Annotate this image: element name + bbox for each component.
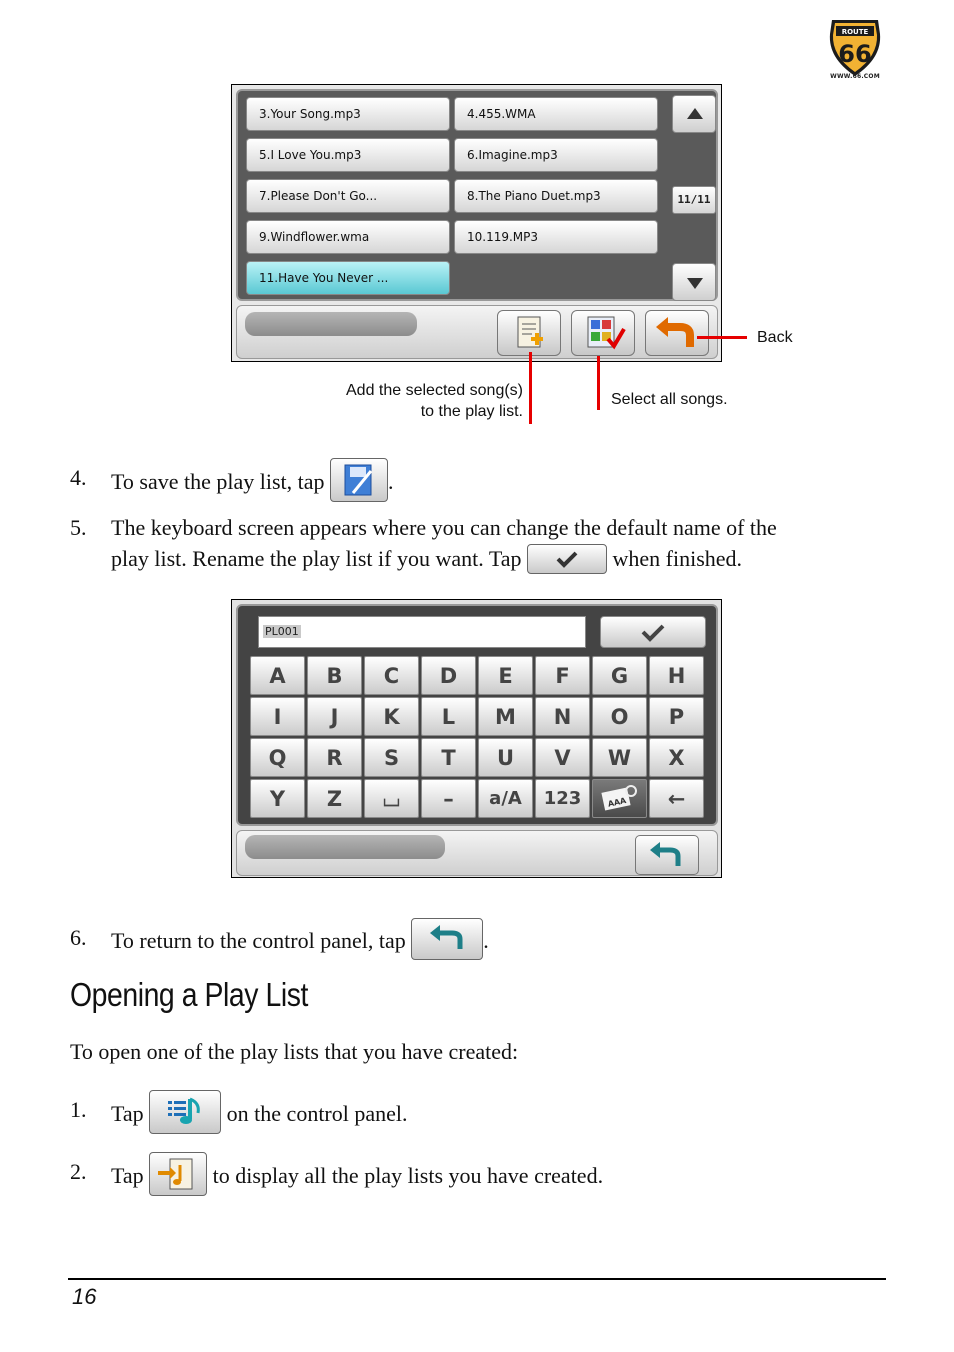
step-text: The keyboard screen appears where you can change the default name of the play list. Rename the play list if you want. Tap when finished. (111, 512, 777, 576)
back-button[interactable] (635, 835, 699, 875)
key[interactable]: A (250, 656, 305, 695)
key[interactable]: 123 (535, 779, 590, 818)
page-number: 16 (72, 1284, 97, 1309)
song-item[interactable]: 9.Windflower.wma (246, 220, 450, 254)
step-text: To return to the control panel, tap . (111, 922, 489, 964)
key[interactable]: – (421, 779, 476, 818)
key[interactable]: C (364, 656, 419, 695)
song-item[interactable]: 3.Your Song.mp3 (246, 97, 450, 131)
playlist-name-input[interactable] (258, 616, 586, 648)
key[interactable]: X (649, 738, 704, 777)
add-to-playlist-button[interactable] (497, 310, 561, 356)
footer-rule (68, 1278, 886, 1280)
song-item[interactable]: 8.The Piano Duet.mp3 (454, 179, 658, 213)
key[interactable]: N (535, 697, 590, 736)
svg-text:AAA: AAA (606, 796, 628, 809)
song-list (236, 89, 718, 301)
logo-url: WWW.66.COM (830, 73, 880, 80)
select-all-callout-label: Select all songs. (611, 391, 728, 408)
step-number: 2. (70, 1159, 87, 1184)
font-size-icon (593, 780, 646, 817)
key[interactable]: T (421, 738, 476, 777)
return-button[interactable] (411, 918, 483, 960)
key[interactable]: V (535, 738, 590, 777)
arrow-up-icon (687, 108, 703, 119)
page-indicator: 11/11 (672, 186, 716, 214)
svg-text:ROUTE: ROUTE (841, 28, 869, 36)
add-song-icon (498, 311, 562, 357)
key[interactable]: Y (250, 779, 305, 818)
step-text: Tap to display all the play lists you have created. (111, 1156, 603, 1200)
step-number: 6. (70, 925, 87, 950)
checkmark-icon (601, 617, 705, 647)
add-callout-line2: to the play list. (420, 403, 523, 420)
keyboard-toolbar (236, 830, 718, 876)
toolbar-slot (245, 312, 417, 336)
key[interactable]: M (478, 697, 533, 736)
back-callout-label: Back (757, 329, 793, 346)
key[interactable]: E (478, 656, 533, 695)
music-list-icon (150, 1091, 220, 1133)
step-text: To save the play list, tap . (111, 462, 394, 506)
song-item[interactable]: 5.I Love You.mp3 (246, 138, 450, 172)
key[interactable]: L (421, 697, 476, 736)
playlist-button[interactable] (149, 1090, 221, 1134)
arrow-down-icon (687, 278, 703, 289)
key[interactable]: G (592, 656, 647, 695)
key[interactable]: O (592, 697, 647, 736)
key[interactable]: ⌴ (364, 779, 419, 818)
song-item[interactable]: 10.119.MP3 (454, 220, 658, 254)
key[interactable]: W (592, 738, 647, 777)
key[interactable]: U (478, 738, 533, 777)
svg-text:66: 66 (838, 40, 872, 68)
confirm-button[interactable] (527, 544, 607, 574)
key[interactable]: B (307, 656, 362, 695)
add-callout-line (529, 352, 532, 424)
back-callout-line (697, 336, 747, 339)
select-all-icon (572, 311, 636, 357)
keyboard-panel (236, 604, 718, 826)
open-playlist-icon (150, 1153, 206, 1195)
key[interactable]: R (307, 738, 362, 777)
key[interactable]: S (364, 738, 419, 777)
key[interactable]: ← (649, 779, 704, 818)
step-text: Tap on the control panel. (111, 1094, 408, 1138)
key[interactable]: D (421, 656, 476, 695)
save-playlist-button[interactable] (330, 458, 388, 502)
keyboard-screenshot (231, 599, 722, 878)
song-item[interactable]: 7.Please Don't Go... (246, 179, 450, 213)
toolbar-slot (245, 835, 445, 859)
key[interactable]: F (535, 656, 590, 695)
key[interactable]: J (307, 697, 362, 736)
key[interactable]: a/A (478, 779, 533, 818)
add-callout-line1: Add the selected song(s) (346, 382, 523, 399)
playlist-name-value: PL001 (265, 625, 299, 638)
scroll-down-button[interactable] (672, 263, 716, 301)
song-item-selected[interactable]: 11.Have You Never ... (246, 261, 450, 295)
back-arrow-icon (636, 836, 698, 874)
key[interactable]: H (649, 656, 704, 695)
song-item[interactable]: 6.Imagine.mp3 (454, 138, 658, 172)
step-number: 1. (70, 1097, 87, 1122)
confirm-button[interactable] (600, 616, 706, 648)
key[interactable]: Q (250, 738, 305, 777)
scroll-up-button[interactable] (672, 95, 716, 133)
checkmark-icon (528, 545, 606, 573)
add-callout-label (280, 380, 523, 422)
playlist-toolbar (236, 305, 718, 359)
key[interactable]: P (649, 697, 704, 736)
back-button[interactable] (645, 310, 709, 356)
key[interactable]: K (364, 697, 419, 736)
save-icon (331, 459, 387, 501)
back-arrow-icon (646, 311, 710, 357)
step-number: 5. (70, 515, 87, 540)
key[interactable]: Z (307, 779, 362, 818)
select-all-button[interactable] (571, 310, 635, 356)
song-item[interactable]: 4.455.WMA (454, 97, 658, 131)
section-intro: To open one of the play lists that you have created: (70, 1039, 519, 1064)
section-heading: Opening a Play List (70, 976, 308, 1013)
open-playlist-button[interactable] (149, 1152, 207, 1196)
font-size-key[interactable] (592, 779, 647, 818)
step-number: 4. (70, 465, 87, 490)
key[interactable]: I (250, 697, 305, 736)
route66-logo (826, 14, 884, 82)
playlist-screenshot (231, 84, 722, 362)
back-arrow-icon (412, 919, 482, 959)
select-all-callout-line (597, 356, 600, 410)
